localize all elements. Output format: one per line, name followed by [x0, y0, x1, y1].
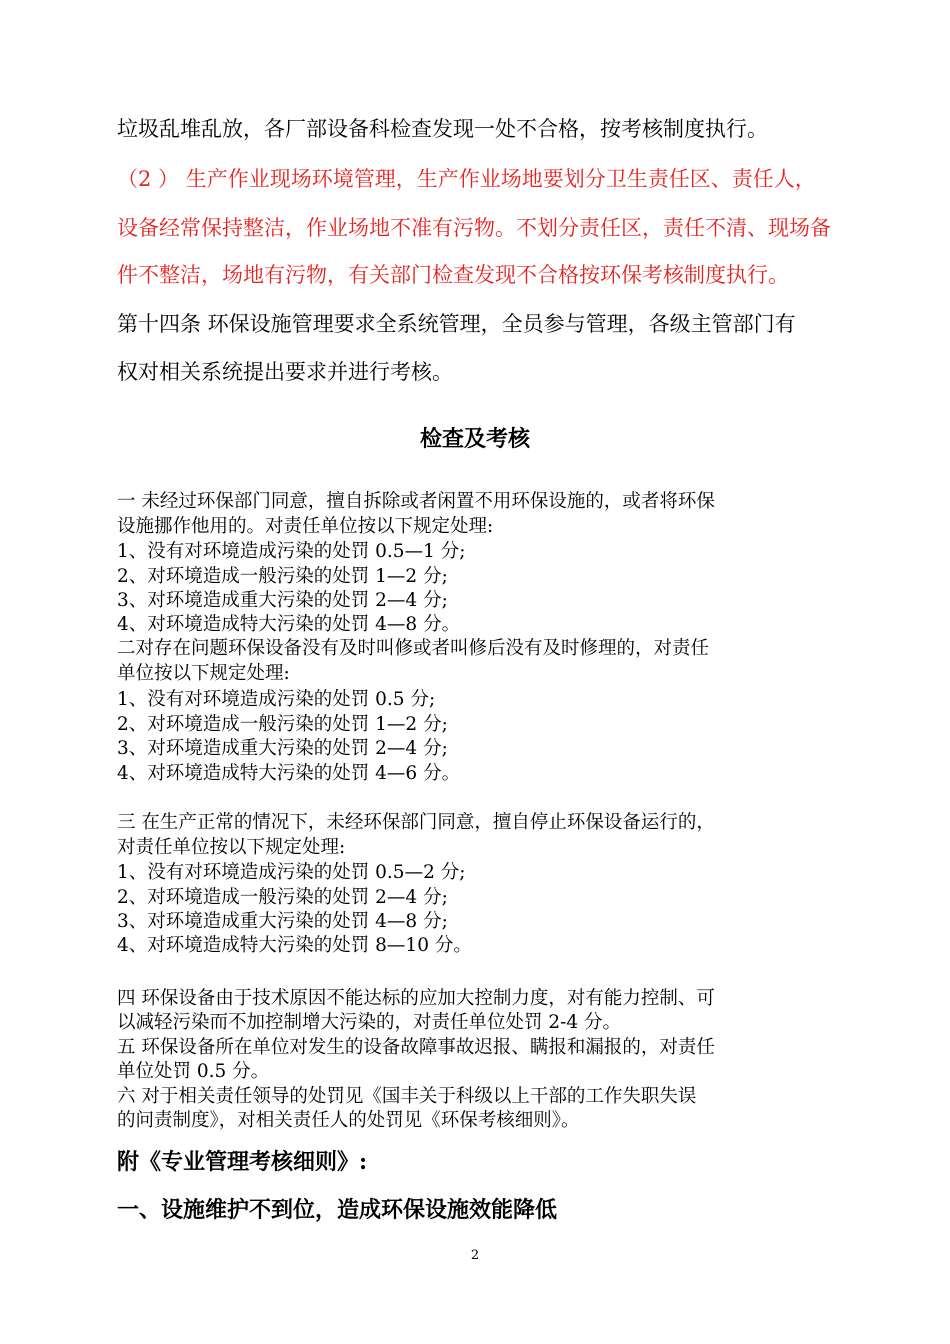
- body-line: 1、没有对环境造成污染的处罚 0.5—1 分;: [117, 541, 466, 562]
- text-line: （2 ） 生产作业现场环境管理，生产作业场地要划分卫生责任区、责任人，: [117, 167, 816, 191]
- page-number: 2: [470, 1248, 480, 1263]
- text-line: 权对相关系统提出要求并进行考核。: [117, 360, 453, 384]
- body-line: 单位按以下规定处理:: [117, 663, 290, 684]
- body-line: 三 在生产正常的情况下，未经环保部门同意，擅自停止环保设备运行的，: [117, 812, 715, 833]
- body-line: 五 环保设备所在单位对发生的设备故障事故迟报、瞒报和漏报的，对责任: [117, 1037, 715, 1058]
- body-line: 设施挪作他用的。对责任单位按以下规定处理:: [117, 516, 494, 537]
- appendix-heading: 一、设施维护不到位，造成环保设施效能降低: [117, 1197, 558, 1223]
- body-line: 的问责制度》，对相关责任人的处罚见《环保考核细则》。: [117, 1110, 580, 1131]
- appendix-title: 附《专业管理考核细则》:: [117, 1149, 368, 1175]
- body-line: 4、对环境造成特大污染的处罚 4—8 分。: [117, 614, 461, 635]
- body-line: 2、对环境造成一般污染的处罚 1—2 分;: [117, 714, 448, 735]
- body-line: 3、对环境造成重大污染的处罚 2—4 分;: [117, 738, 448, 759]
- body-line: 二对存在问题环保设备没有及时叫修或者叫修后没有及时修理的，对责任: [117, 638, 710, 659]
- body-line: 单位处罚 0.5 分。: [117, 1061, 270, 1082]
- text-line: 第十四条 环保设施管理要求全系统管理，全员参与管理，各级主管部门有: [117, 312, 796, 336]
- body-line: 1、没有对环境造成污染的处罚 0.5 分;: [117, 689, 436, 710]
- body-line: 2、对环境造成一般污染的处罚 1—2 分;: [117, 566, 448, 587]
- body-line: 一 未经过环保部门同意，擅自拆除或者闲置不用环保设施的，或者将环保: [117, 491, 715, 512]
- body-line: 以减轻污染而不加控制增大污染的，对责任单位处罚 2-4 分。: [117, 1012, 622, 1033]
- body-line: 3、对环境造成重大污染的处罚 2—4 分;: [117, 590, 448, 611]
- body-line: 四 环保设备由于技术原因不能达标的应加大控制力度，对有能力控制、可: [117, 988, 715, 1009]
- text-line: 垃圾乱堆乱放，各厂部设备科检查发现一处不合格，按考核制度执行。: [117, 117, 768, 141]
- body-line: 1、没有对环境造成污染的处罚 0.5—2 分;: [117, 862, 466, 883]
- body-line: 2、对环境造成一般污染的处罚 2—4 分;: [117, 887, 448, 908]
- body-line: 对责任单位按以下规定处理:: [117, 837, 346, 858]
- body-line: 4、对环境造成特大污染的处罚 4—6 分。: [117, 763, 461, 784]
- text-line: 设备经常保持整洁，作业场地不准有污物。不划分责任区，责任不清、现场备: [117, 216, 831, 240]
- section-title: 检查及考核: [419, 426, 530, 452]
- text-line: 件不整洁，场地有污物，有关部门检查发现不合格按环保考核制度执行。: [117, 263, 789, 287]
- body-line: 3、对环境造成重大污染的处罚 4—8 分;: [117, 911, 448, 932]
- body-line: 4、对环境造成特大污染的处罚 8—10 分。: [117, 935, 472, 956]
- body-line: 六 对于相关责任领导的处罚见《国丰关于科级以上干部的工作失职失误: [117, 1086, 697, 1107]
